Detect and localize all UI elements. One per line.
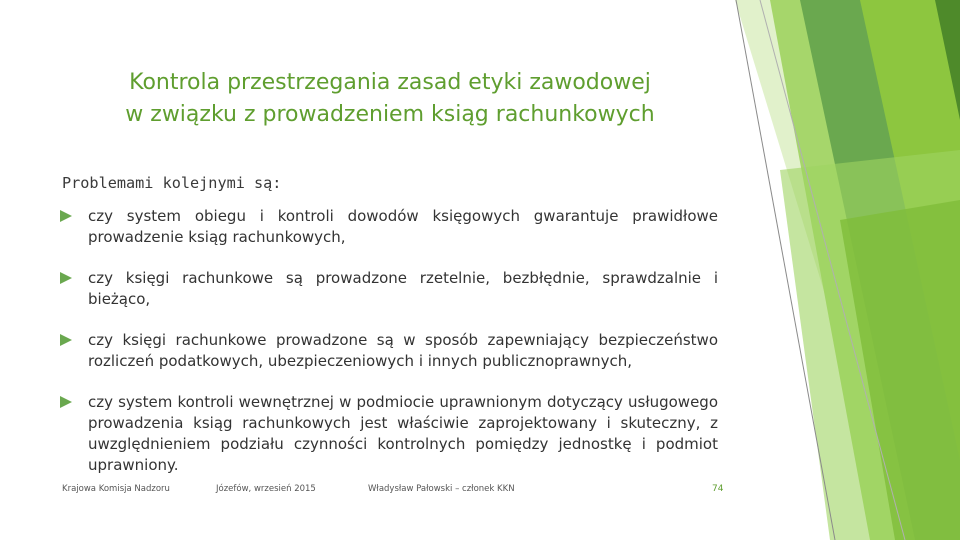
bullet-list <box>60 206 718 496</box>
triangle-right-icon <box>60 272 72 284</box>
intro-text: Problemami kolejnymi są: <box>62 174 282 192</box>
triangle-right-icon <box>60 210 72 222</box>
list-item <box>60 330 718 372</box>
bullet-text: czy system obiegu i kontroli dowodów księgowych gwarantuje prawidłowe prowadzenie ksiąg rachunkowych, <box>88 207 718 246</box>
page-number: 74 <box>712 484 724 494</box>
bullet-text: czy system kontroli wewnętrznej w podmiocie uprawnionym dotyczący usługowego prowadzenia ksiąg rachunkowych jest właściwie zaprojektowany i skuteczny, z uwzględnieniem podziału czynności kontrolnych pomiędzy jednostkę i podmiot uprawniony. <box>88 393 718 474</box>
list-item <box>60 392 718 476</box>
footer-place-date: Józefów, wrzesień 2015 <box>216 484 316 494</box>
list-item <box>60 268 718 310</box>
bullet-text: czy księgi rachunkowe są prowadzone rzetelnie, bezbłędnie, sprawdzalnie i bieżąco, <box>88 269 718 308</box>
footer-organization: Krajowa Komisja Nadzoru <box>62 484 170 494</box>
title-line-2: w związku z prowadzeniem ksiąg rachunkowych <box>125 101 655 127</box>
bullet-text: czy księgi rachunkowe prowadzone są w sposób zapewniający bezpieczeństwo rozliczeń podatkowych, ubezpieczeniowych i innych publicznoprawnych, <box>88 331 718 370</box>
triangle-right-icon <box>60 396 72 408</box>
footer-author: Władysław Pałowski – członek KKN <box>368 484 515 494</box>
title-line-1: Kontrola przestrzegania zasad etyki zawodowej <box>129 69 651 95</box>
slide-title <box>100 67 680 131</box>
list-item <box>60 206 718 248</box>
triangle-right-icon <box>60 334 72 346</box>
